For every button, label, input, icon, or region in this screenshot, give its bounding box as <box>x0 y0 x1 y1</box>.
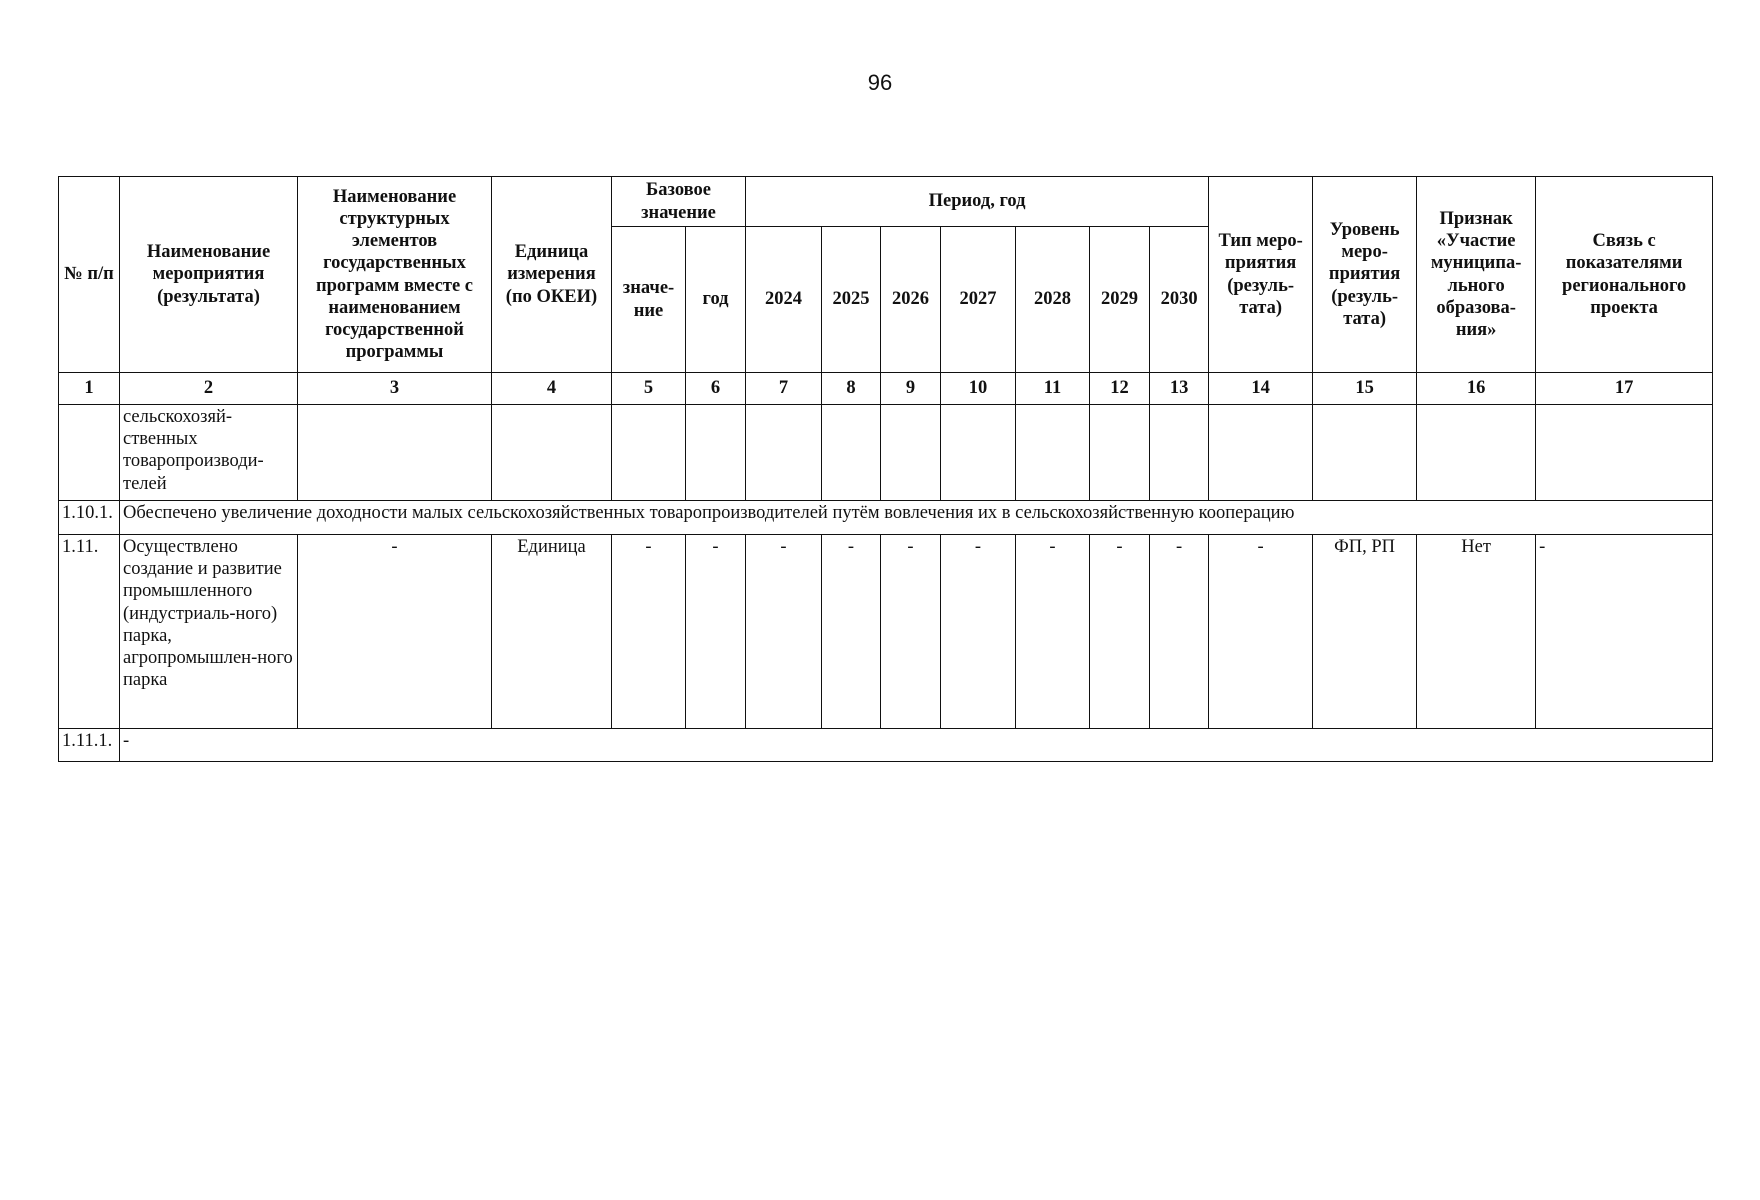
col-number: 13 <box>1150 373 1209 405</box>
col-number: 12 <box>1090 373 1150 405</box>
row-1-10-1-text: Обеспечено увеличение доходности малых сельскохозяйственных товаропроизводителей путём вовлечения их в сельскохозяйственную кооперацию <box>120 501 1713 535</box>
header-unit: Единица измерения (по ОКЕИ) <box>492 177 612 373</box>
col-number: 2 <box>120 373 298 405</box>
row-cont-name: сельскохозяй-ственных товаропроизводи-телей <box>120 405 298 501</box>
header-muni: Признак «Участие муниципа-льного образова-ния» <box>1417 177 1536 373</box>
col-number: 14 <box>1209 373 1313 405</box>
col-number: 5 <box>612 373 686 405</box>
row-1-11-name: Осуществлено создание и развитие промышленного (индустриаль-ного) парка, агропромышлен-ного парка <box>120 535 298 729</box>
row-1-11-base-value: - <box>612 535 686 729</box>
col-number: 8 <box>822 373 881 405</box>
table-row <box>59 501 1713 535</box>
header-year-2024: 2024 <box>746 227 822 373</box>
col-number: 17 <box>1536 373 1713 405</box>
row-1-10-1-index: 1.10.1. <box>59 501 120 535</box>
col-number: 16 <box>1417 373 1536 405</box>
header-year-2029: 2029 <box>1090 227 1150 373</box>
header-base-value: значе-ние <box>612 227 686 373</box>
row-1-11-year-2027: - <box>941 535 1016 729</box>
row-1-11-type: - <box>1209 535 1313 729</box>
page-number: 96 <box>867 70 893 95</box>
col-number: 11 <box>1016 373 1090 405</box>
header-year-2025: 2025 <box>822 227 881 373</box>
row-1-11-base-year: - <box>686 535 746 729</box>
row-1-11-unit: Единица <box>492 535 612 729</box>
header-struct: Наименование структурных элементов государственных программ вместе с наименованием государственной программы <box>298 177 492 373</box>
header-level: Уровень меро-приятия (резуль-тата) <box>1313 177 1417 373</box>
row-1-11-year-2030: - <box>1150 535 1209 729</box>
row-1-11-year-2024: - <box>746 535 822 729</box>
header-year-2027: 2027 <box>941 227 1016 373</box>
row-1-11-year-2026: - <box>881 535 941 729</box>
header-num: № п/п <box>59 177 120 373</box>
header-type: Тип меро-приятия (резуль-тата) <box>1209 177 1313 373</box>
activities-table <box>58 176 1713 762</box>
col-number: 15 <box>1313 373 1417 405</box>
col-number: 3 <box>298 373 492 405</box>
row-1-11-year-2029: - <box>1090 535 1150 729</box>
header-link: Связь с показателями регионального проекта <box>1536 177 1713 373</box>
row-1-11-level: ФП, РП <box>1313 535 1417 729</box>
row-1-11-year-2025: - <box>822 535 881 729</box>
row-1-11-index: 1.11. <box>59 535 120 729</box>
col-number: 10 <box>941 373 1016 405</box>
header-base: Базовое значение <box>612 177 746 227</box>
row-1-11-1-index: 1.11.1. <box>59 729 120 762</box>
col-number: 1 <box>59 373 120 405</box>
header-period: Период, год <box>746 177 1209 227</box>
table-row <box>59 535 1713 729</box>
row-1-11-link: - <box>1536 535 1713 729</box>
header-name: Наименование мероприятия (результата) <box>120 177 298 373</box>
row-1-11-muni: Нет <box>1417 535 1536 729</box>
header-year-2026: 2026 <box>881 227 941 373</box>
col-number: 7 <box>746 373 822 405</box>
col-number: 9 <box>881 373 941 405</box>
col-number: 4 <box>492 373 612 405</box>
header-year-2030: 2030 <box>1150 227 1209 373</box>
table-row <box>59 405 1713 501</box>
row-1-11-1-text: - <box>120 729 1713 762</box>
col-number: 6 <box>686 373 746 405</box>
header-year-2028: 2028 <box>1016 227 1090 373</box>
header-base-year: год <box>686 227 746 373</box>
row-1-11-year-2028: - <box>1016 535 1090 729</box>
table-row <box>59 729 1713 762</box>
row-1-11-struct: - <box>298 535 492 729</box>
